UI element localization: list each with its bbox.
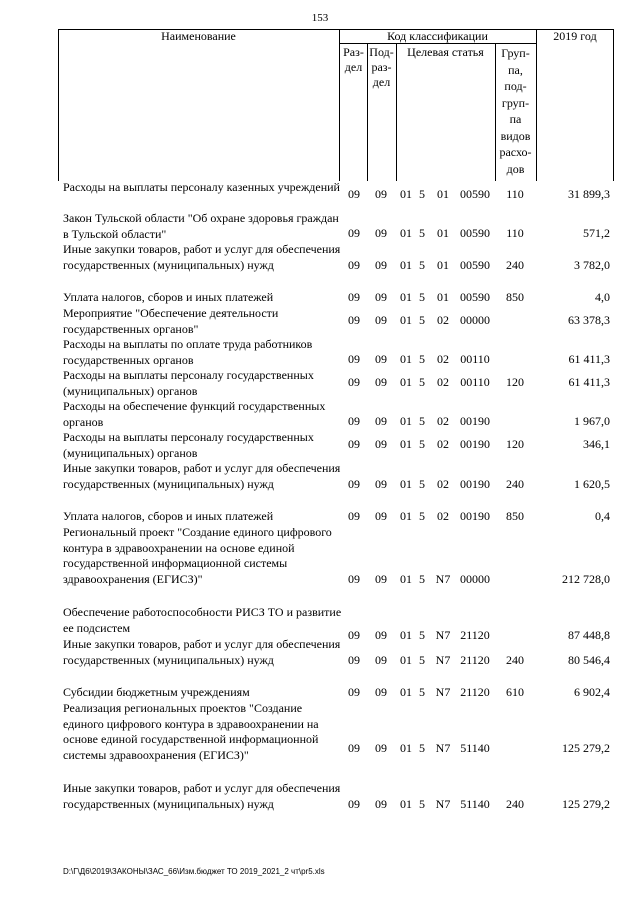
row-code-t2: 5 xyxy=(419,226,425,240)
row-code-rz: 09 xyxy=(348,313,360,327)
row-code-rz: 09 xyxy=(348,685,360,699)
row-code-rz: 09 xyxy=(348,572,360,586)
table-row xyxy=(0,242,640,290)
row-code-t1: 01 xyxy=(400,187,412,201)
row-code-t2: 5 xyxy=(419,258,425,272)
row-code-t3: 01 xyxy=(437,226,449,240)
row-code-t1: 01 xyxy=(400,437,412,451)
row-code-t4: 21120 xyxy=(460,653,490,667)
row-code-rz: 09 xyxy=(348,258,360,272)
row-name: Расходы на выплаты персоналу государственных (муниципальных) органов xyxy=(63,430,314,460)
row-code-t2: 5 xyxy=(419,290,425,304)
row-code-pr: 09 xyxy=(375,290,387,304)
col-target-header: Целевая статья xyxy=(407,45,484,59)
col-classification-header: Код классификации xyxy=(387,29,488,43)
row-code-t4: 00190 xyxy=(460,414,490,428)
row-code-t4: 00000 xyxy=(460,313,490,327)
row-code-pr: 09 xyxy=(375,628,387,642)
row-name: Расходы на выплаты по оплате труда работников государственных органов xyxy=(63,337,313,367)
row-amount: 125 279,2 xyxy=(562,741,610,755)
row-code-vr: 240 xyxy=(506,258,524,272)
row-code-t1: 01 xyxy=(400,290,412,304)
row-code-t2: 5 xyxy=(419,509,425,523)
table-row xyxy=(0,211,640,242)
row-code-vr: 110 xyxy=(506,187,524,201)
row-name: Реализация региональных проектов "Создание единого цифрового контура в здравоохранении на основе единой государственной информационной системы здравоохранения (ЕГИСЗ)" xyxy=(63,701,319,762)
row-amount: 346,1 xyxy=(583,437,610,451)
row-code-t1: 01 xyxy=(400,375,412,389)
row-amount: 4,0 xyxy=(595,290,610,304)
row-code-t3: 01 xyxy=(437,258,449,272)
col-razdel-header: Раз- дел xyxy=(343,45,364,74)
row-code-t2: 5 xyxy=(419,352,425,366)
row-code-vr: 120 xyxy=(506,375,524,389)
row-amount: 1 967,0 xyxy=(574,414,610,428)
row-code-pr: 09 xyxy=(375,313,387,327)
row-code-rz: 09 xyxy=(348,628,360,642)
row-amount: 212 728,0 xyxy=(562,572,610,586)
row-code-t3: 02 xyxy=(437,509,449,523)
row-code-t4: 21120 xyxy=(460,685,490,699)
row-code-t1: 01 xyxy=(400,797,412,811)
row-code-rz: 09 xyxy=(348,226,360,240)
row-code-t1: 01 xyxy=(400,313,412,327)
row-code-rz: 09 xyxy=(348,375,360,389)
row-amount: 63 378,3 xyxy=(568,313,610,327)
row-code-t1: 01 xyxy=(400,653,412,667)
file-path: D:\Г\Д6\2019\ЗАКОНЫ\ЗАС_66\Изм.бюджет ТО 2019_2021_2 чт\pr5.xls xyxy=(63,867,325,876)
row-code-t2: 5 xyxy=(419,628,425,642)
table-row xyxy=(0,637,640,685)
row-code-vr: 110 xyxy=(506,226,524,240)
table-row xyxy=(0,509,640,525)
row-code-vr: 240 xyxy=(506,797,524,811)
row-code-t3: 02 xyxy=(437,352,449,366)
row-amount: 61 411,3 xyxy=(568,352,610,366)
row-code-t2: 5 xyxy=(419,477,425,491)
row-code-t2: 5 xyxy=(419,313,425,327)
row-code-t4: 00000 xyxy=(460,572,490,586)
row-code-t2: 5 xyxy=(419,572,425,586)
table-row xyxy=(0,306,640,337)
row-code-t4: 21120 xyxy=(460,628,490,642)
row-code-pr: 09 xyxy=(375,226,387,240)
row-code-t4: 00110 xyxy=(460,375,490,389)
row-name: Иные закупки товаров, работ и услуг для обеспечения государственных (муниципальных) нужд xyxy=(63,242,341,272)
table-row xyxy=(0,685,640,701)
table-row xyxy=(0,525,640,605)
row-code-t1: 01 xyxy=(400,741,412,755)
table-row xyxy=(0,701,640,781)
row-amount: 31 899,3 xyxy=(568,187,610,201)
row-code-t1: 01 xyxy=(400,414,412,428)
row-code-t2: 5 xyxy=(419,414,425,428)
row-code-t1: 01 xyxy=(400,572,412,586)
row-code-pr: 09 xyxy=(375,685,387,699)
row-code-pr: 09 xyxy=(375,572,387,586)
row-code-t4: 00190 xyxy=(460,477,490,491)
row-code-rz: 09 xyxy=(348,187,360,201)
row-code-t3: N7 xyxy=(435,572,451,586)
table-row xyxy=(0,399,640,430)
row-amount: 3 782,0 xyxy=(574,258,610,272)
row-code-t3: N7 xyxy=(435,653,451,667)
row-code-t4: 00190 xyxy=(460,437,490,451)
row-code-rz: 09 xyxy=(348,653,360,667)
table-row xyxy=(0,290,640,306)
row-code-rz: 09 xyxy=(348,741,360,755)
row-code-t1: 01 xyxy=(400,226,412,240)
col-year-header: 2019 год xyxy=(553,29,597,43)
row-code-pr: 09 xyxy=(375,741,387,755)
table-row xyxy=(0,461,640,509)
row-name: Расходы на обеспечение функций государственных органов xyxy=(63,399,326,429)
row-code-t3: 02 xyxy=(437,477,449,491)
row-code-t2: 5 xyxy=(419,187,425,201)
row-code-t3: N7 xyxy=(435,797,451,811)
row-amount: 1 620,5 xyxy=(574,477,610,491)
row-code-pr: 09 xyxy=(375,437,387,451)
row-code-t2: 5 xyxy=(419,653,425,667)
table-row xyxy=(0,337,640,368)
row-code-t3: 02 xyxy=(437,414,449,428)
row-code-rz: 09 xyxy=(348,437,360,451)
row-code-rz: 09 xyxy=(348,477,360,491)
row-code-t1: 01 xyxy=(400,685,412,699)
row-code-rz: 09 xyxy=(348,414,360,428)
row-code-t1: 01 xyxy=(400,352,412,366)
row-code-t4: 00590 xyxy=(460,290,490,304)
row-code-pr: 09 xyxy=(375,797,387,811)
row-code-t3: 01 xyxy=(437,187,449,201)
row-code-pr: 09 xyxy=(375,258,387,272)
row-code-t2: 5 xyxy=(419,437,425,451)
row-amount: 6 902,4 xyxy=(574,685,610,699)
row-code-t4: 51140 xyxy=(460,741,490,755)
row-name: Иные закупки товаров, работ и услуг для обеспечения государственных (муниципальных) нужд xyxy=(63,637,341,667)
page-number: 153 xyxy=(311,12,329,24)
row-code-pr: 09 xyxy=(375,477,387,491)
table-row xyxy=(0,781,640,829)
row-amount: 61 411,3 xyxy=(568,375,610,389)
row-code-rz: 09 xyxy=(348,509,360,523)
row-code-rz: 09 xyxy=(348,290,360,304)
row-code-t3: N7 xyxy=(435,628,451,642)
row-code-t4: 51140 xyxy=(460,797,490,811)
table-row xyxy=(0,180,640,211)
row-code-t2: 5 xyxy=(419,797,425,811)
row-code-vr: 120 xyxy=(506,437,524,451)
row-code-t2: 5 xyxy=(419,741,425,755)
row-code-t4: 00590 xyxy=(460,226,490,240)
row-code-vr: 240 xyxy=(506,477,524,491)
row-name: Иные закупки товаров, работ и услуг для обеспечения государственных (муниципальных) нужд xyxy=(63,781,341,811)
row-code-rz: 09 xyxy=(348,797,360,811)
col-group-header: Груп- па, под- груп- па видов расхо- дов xyxy=(499,46,532,176)
table-row xyxy=(0,368,640,399)
row-code-t3: 02 xyxy=(437,313,449,327)
row-code-pr: 09 xyxy=(375,509,387,523)
row-code-pr: 09 xyxy=(375,414,387,428)
row-code-pr: 09 xyxy=(375,375,387,389)
row-code-t4: 00190 xyxy=(460,509,490,523)
row-amount: 87 448,8 xyxy=(568,628,610,642)
row-code-t2: 5 xyxy=(419,375,425,389)
row-code-t1: 01 xyxy=(400,509,412,523)
row-code-vr: 240 xyxy=(506,653,524,667)
row-name: Иные закупки товаров, работ и услуг для обеспечения государственных (муниципальных) нужд xyxy=(63,461,341,491)
row-code-t3: N7 xyxy=(435,741,451,755)
row-code-rz: 09 xyxy=(348,352,360,366)
row-code-t1: 01 xyxy=(400,258,412,272)
row-code-t1: 01 xyxy=(400,628,412,642)
row-code-pr: 09 xyxy=(375,352,387,366)
row-code-t4: 00110 xyxy=(460,352,490,366)
row-amount: 125 279,2 xyxy=(562,797,610,811)
row-code-pr: 09 xyxy=(375,187,387,201)
row-code-pr: 09 xyxy=(375,653,387,667)
row-name: Закон Тульской области "Об охране здоровья граждан в Тульской области" xyxy=(63,211,339,241)
table-header xyxy=(58,29,614,181)
table-row xyxy=(0,605,640,642)
row-name: Уплата налогов, сборов и иных платежей xyxy=(63,290,274,304)
row-code-t2: 5 xyxy=(419,685,425,699)
row-code-t3: 02 xyxy=(437,375,449,389)
row-name: Расходы на выплаты персоналу казенных учреждений xyxy=(63,180,340,194)
row-name: Обеспечение работоспособности РИСЗ ТО и развитие ее подсистем xyxy=(63,605,342,635)
row-code-vr: 850 xyxy=(506,509,524,523)
table-row xyxy=(0,430,640,461)
row-name: Региональный проект "Создание единого цифрового контура в здравоохранении на основе единой государственной информационной системы здравоохранения (ЕГИСЗ)" xyxy=(63,525,332,586)
row-amount: 80 546,4 xyxy=(568,653,610,667)
col-name-header: Наименование xyxy=(161,29,236,43)
row-name: Расходы на выплаты персоналу государственных (муниципальных) органов xyxy=(63,368,314,398)
row-name: Мероприятие "Обеспечение деятельности государственных органов" xyxy=(63,306,279,336)
row-code-vr: 850 xyxy=(506,290,524,304)
row-code-vr: 610 xyxy=(506,685,524,699)
row-code-t1: 01 xyxy=(400,477,412,491)
col-podrazdel-header: Под- раз- дел xyxy=(369,45,394,89)
row-code-t3: 01 xyxy=(437,290,449,304)
row-code-t4: 00590 xyxy=(460,258,490,272)
row-amount: 571,2 xyxy=(583,226,610,240)
row-amount: 0,4 xyxy=(595,509,610,523)
row-name: Субсидии бюджетным учреждениям xyxy=(63,685,250,699)
row-name: Уплата налогов, сборов и иных платежей xyxy=(63,509,274,523)
row-code-t4: 00590 xyxy=(460,187,490,201)
row-code-t3: N7 xyxy=(435,685,451,699)
row-code-t3: 02 xyxy=(437,437,449,451)
